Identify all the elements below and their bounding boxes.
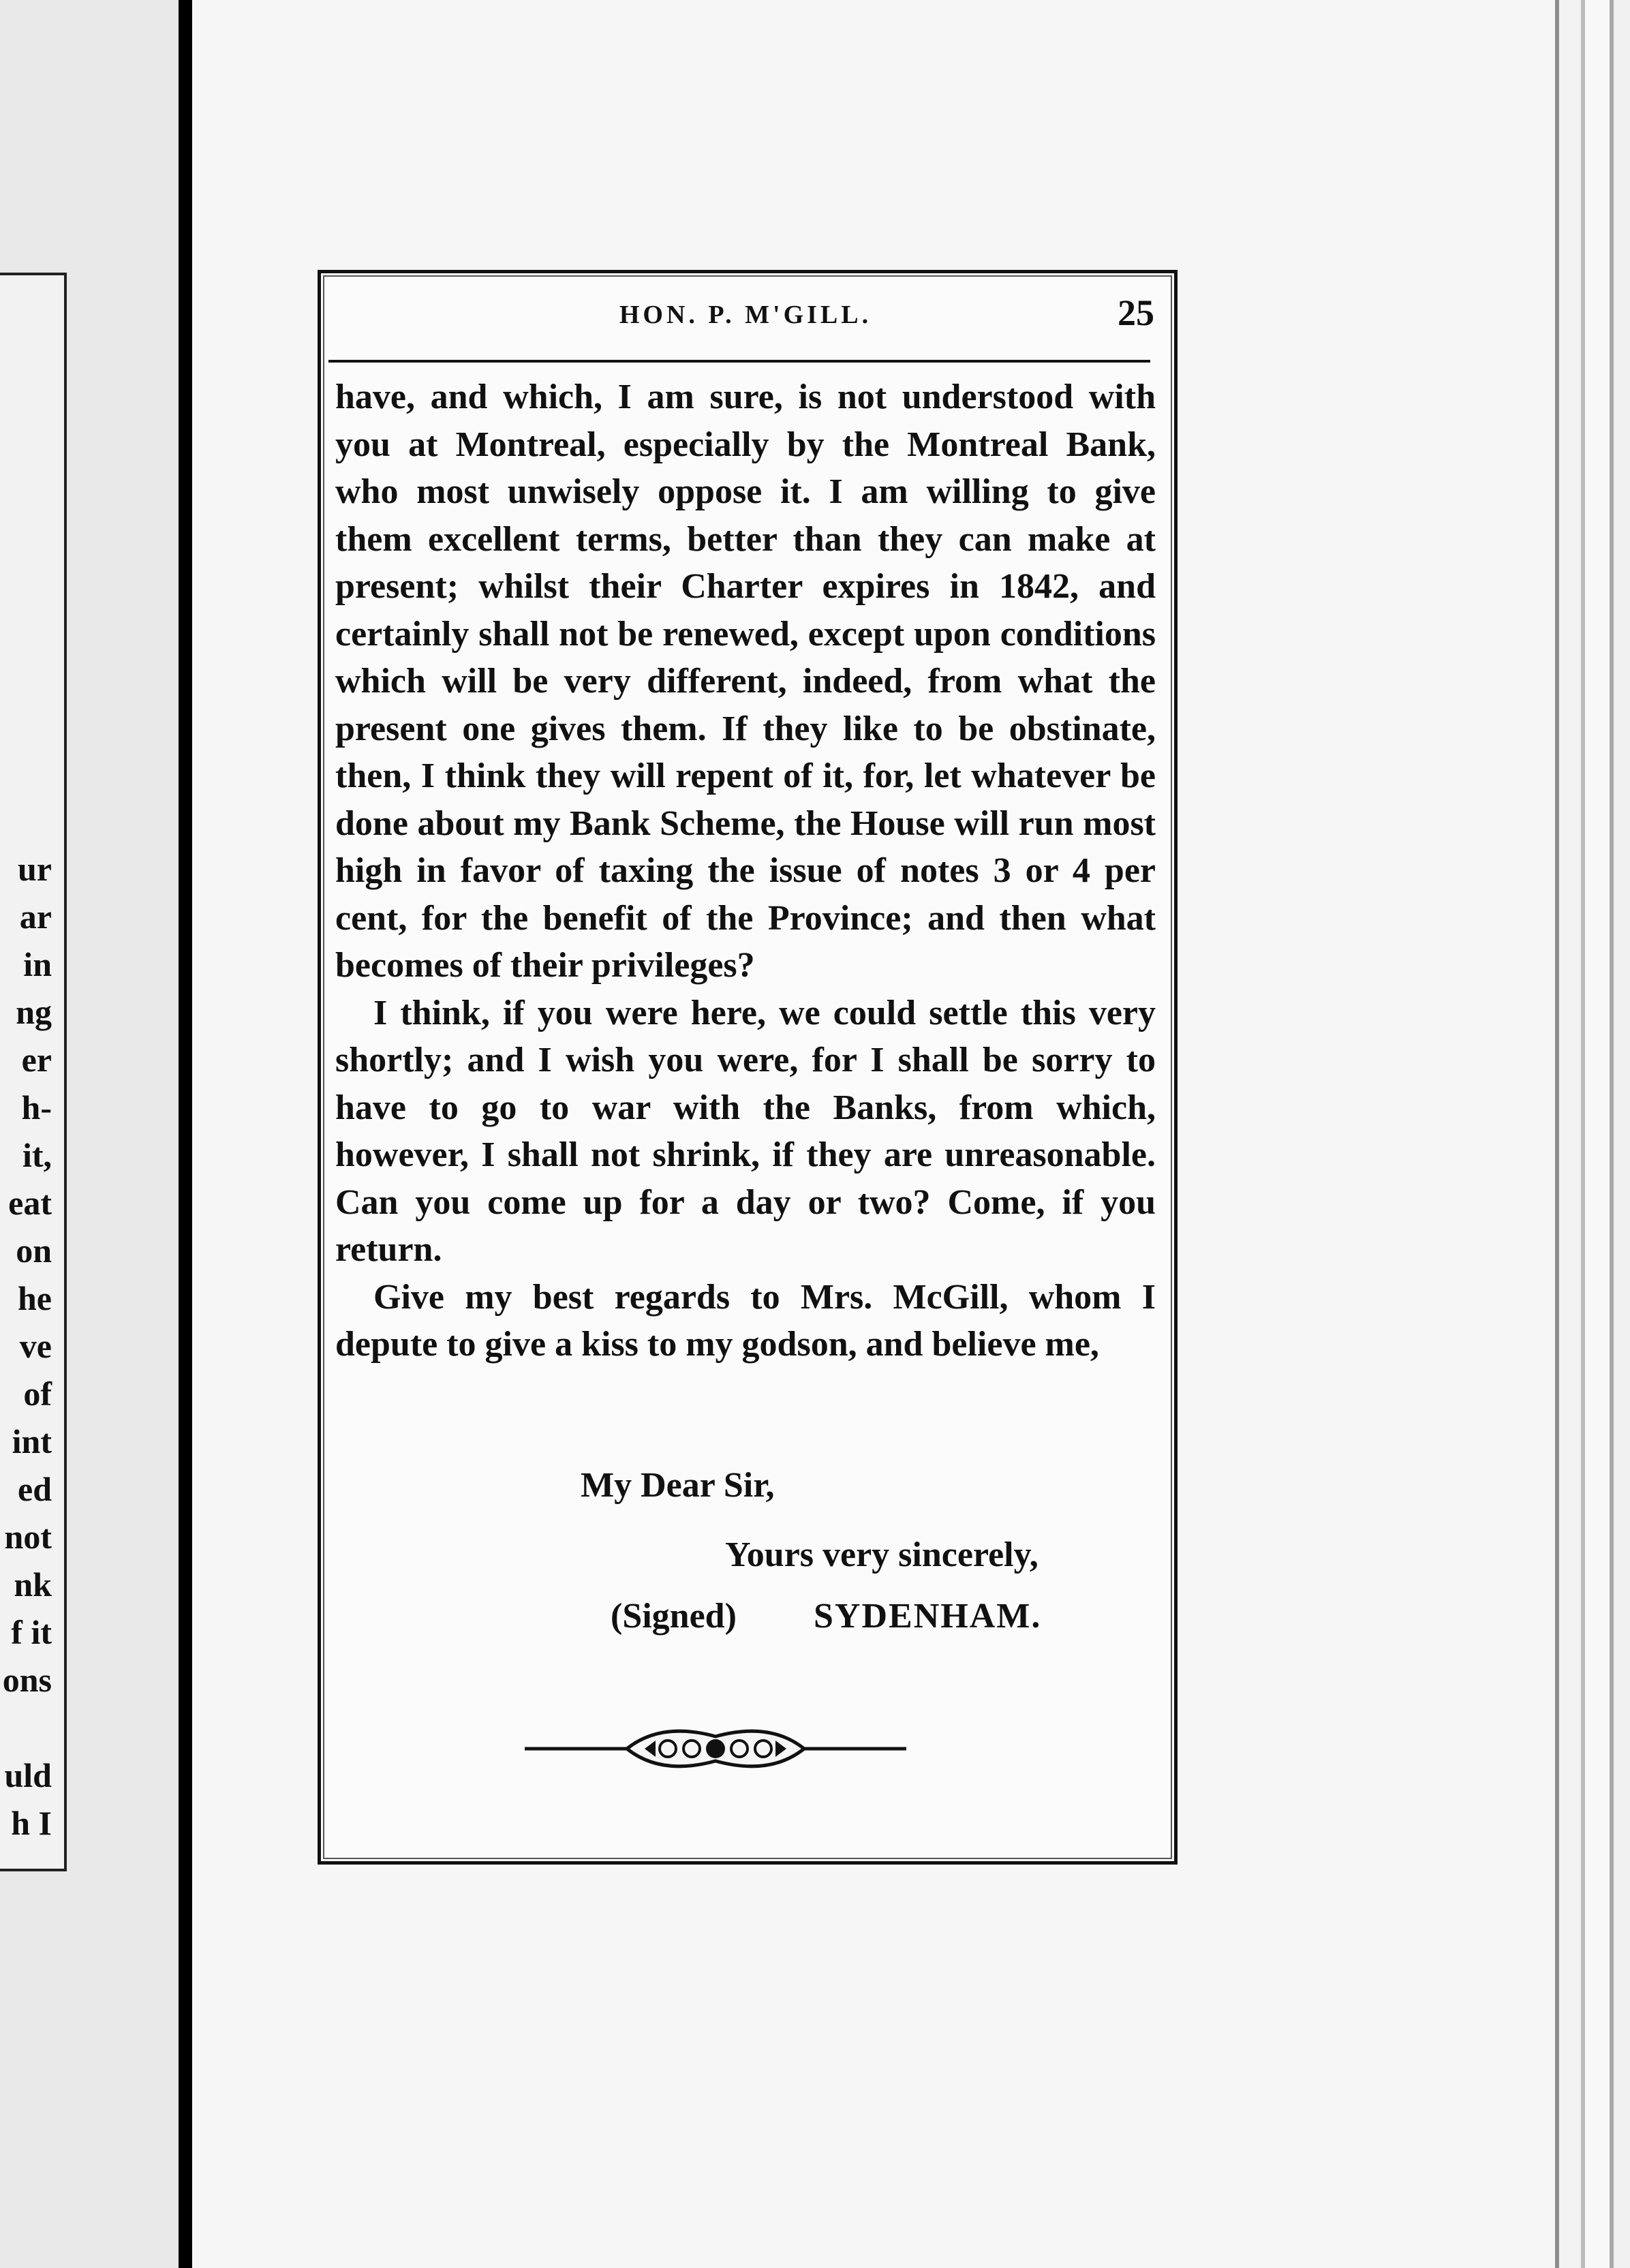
salutation: My Dear Sir,: [581, 1466, 775, 1505]
facing-page-fragment: eat: [8, 1184, 52, 1222]
facing-page-fragment: er: [21, 1041, 52, 1079]
facing-page-fragment: int: [12, 1422, 52, 1460]
header-rule: [328, 360, 1150, 363]
paragraph: Give my best regards to Mrs. McGill, whom I depute to give a kiss to my godson, and believe me,: [335, 1277, 1156, 1364]
facing-page-fragment: h-: [21, 1088, 52, 1127]
facing-page-fragment: in: [23, 945, 52, 983]
facing-page-fragment: ed: [18, 1470, 52, 1508]
facing-page-fragment: uld: [4, 1756, 52, 1794]
book-gutter: [179, 0, 192, 2268]
page-edges: [1555, 0, 1630, 2268]
facing-page-fragment: ng: [16, 993, 52, 1031]
signed-label: (Signed): [611, 1597, 737, 1636]
facing-page-fragment: f it: [11, 1613, 52, 1651]
facing-page-fragment: ar: [19, 898, 52, 936]
facing-page-fragment: he: [18, 1279, 52, 1317]
ornament-divider-icon: [525, 1721, 906, 1776]
facing-page: [0, 0, 181, 2268]
facing-page-fragment: ve: [19, 1327, 52, 1365]
facing-page-fragment: nk: [14, 1565, 52, 1604]
letter-body: [335, 373, 1156, 1368]
signer-name: SYDENHAM.: [814, 1597, 1042, 1636]
running-head: HON. P. M'GILL.: [619, 301, 872, 329]
facing-page-fragment: on: [16, 1231, 52, 1270]
facing-page-fragment: ons: [2, 1661, 52, 1699]
facing-page-fragment: ur: [18, 850, 52, 888]
facing-page-fragment: of: [23, 1375, 52, 1413]
paragraph: have, and which, I am sure, is not understood with you at Montreal, especially by the Montreal Bank, who most unwisely oppose it. I am willing to give them excellent terms, better than they can make at present; whilst their Charter expires in 1842, and certainly shall not be renewed, except upon conditions which will be very different, indeed, from what the present one gives them. If they like to be obstinate, then, I think they will repent of it, for, let whatever be done about my Bank Scheme, the House will run most high in favor of taxing the issue of notes 3 or 4 per cent, for the benefit of the Province; and then what becomes of their privileges?: [335, 378, 1156, 985]
facing-page-fragment: not: [4, 1518, 52, 1556]
facing-page-text-fragments: [0, 845, 61, 1847]
page-number: 25: [1118, 292, 1154, 333]
page-header: [337, 292, 1154, 339]
valediction: Yours very sincerely,: [725, 1535, 1039, 1574]
paragraph: I think, if you were here, we could settle this very shortly; and I wish you were, for I shall be sorry to have to go to war with the Banks, from which, however, I shall not shrink, if they are unreasonable. Can you come up for a day or two? Come, if you return.: [335, 993, 1156, 1269]
facing-page-fragment: h I: [11, 1804, 52, 1842]
facing-page-fragment: it,: [22, 1136, 52, 1174]
